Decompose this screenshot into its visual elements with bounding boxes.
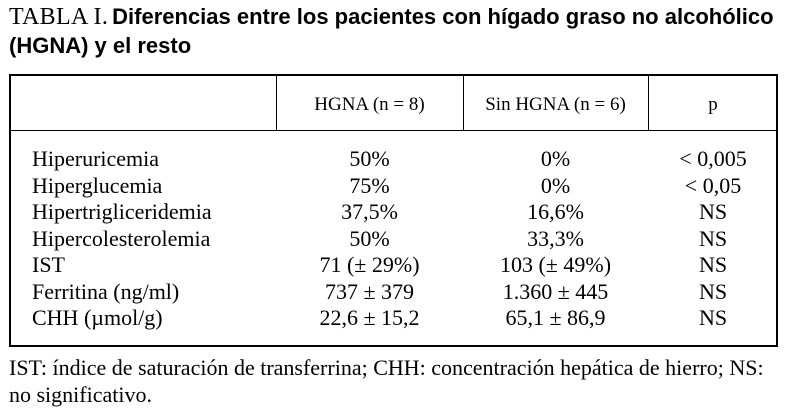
cell-p: NS [698, 305, 728, 330]
cell-sin-hgna: 1.360 ± 445 [502, 278, 609, 304]
cell-sin-hgna: 103 (± 49%) [499, 252, 612, 277]
cell-sin-hgna: 16,6% [527, 199, 584, 224]
table-row [11, 199, 776, 226]
cell-hgna: 737 ± 379 [324, 278, 415, 304]
cell-sin-hgna: 0% [540, 172, 571, 198]
cell-p: NS [698, 225, 728, 251]
cell-p: NS [698, 199, 728, 224]
cell-sin-hgna: 0% [540, 146, 571, 171]
cell-hgna: 75% [349, 172, 390, 198]
table-row [11, 252, 776, 279]
row-label: Hiperuricemia [32, 146, 160, 171]
table-row [11, 279, 776, 306]
row-label: CHH (µmol/g) [32, 305, 163, 330]
table-row [11, 305, 776, 332]
row-label: Ferritina (ng/ml) [32, 278, 180, 304]
column-header-hgna: HGNA (n = 8) [314, 94, 425, 115]
data-table [9, 74, 778, 347]
row-label: Hipertrigliceridemia [32, 199, 212, 224]
table-row [11, 226, 776, 253]
table-caption: Diferencias entre los pacientes con hígado graso no alcohólico (HGNA) y el resto [9, 4, 774, 58]
cell-hgna: 50% [349, 225, 390, 251]
column-header-sin-hgna: Sin HGNA (n = 6) [485, 94, 626, 115]
cell-hgna: 37,5% [341, 199, 398, 224]
row-label: Hipercolesterolemia [32, 225, 211, 251]
cell-hgna: 71 (± 29%) [319, 252, 420, 277]
cell-p: < 0,005 [679, 146, 747, 171]
column-header-p: p [708, 94, 718, 115]
table-row [11, 173, 776, 200]
header-rule [11, 130, 776, 131]
row-label: IST [32, 252, 65, 277]
cell-sin-hgna: 33,3% [527, 225, 584, 251]
cell-sin-hgna: 65,1 ± 86,9 [505, 305, 606, 330]
cell-hgna: 22,6 ± 15,2 [319, 305, 420, 330]
table-footnote: IST: índice de saturación de transferrina; CHH: concentración hepática de hierro; NS: no significativo. [9, 355, 764, 407]
table-body [11, 146, 776, 332]
cell-p: < 0,05 [684, 172, 742, 198]
cell-hgna: 50% [349, 146, 390, 171]
row-label: Hiperglucemia [32, 172, 163, 198]
cell-p: NS [698, 252, 728, 277]
table-number-label: TABLA I. [9, 4, 109, 30]
cell-p: NS [698, 278, 728, 304]
table-title [9, 4, 789, 62]
table-row [11, 146, 776, 173]
